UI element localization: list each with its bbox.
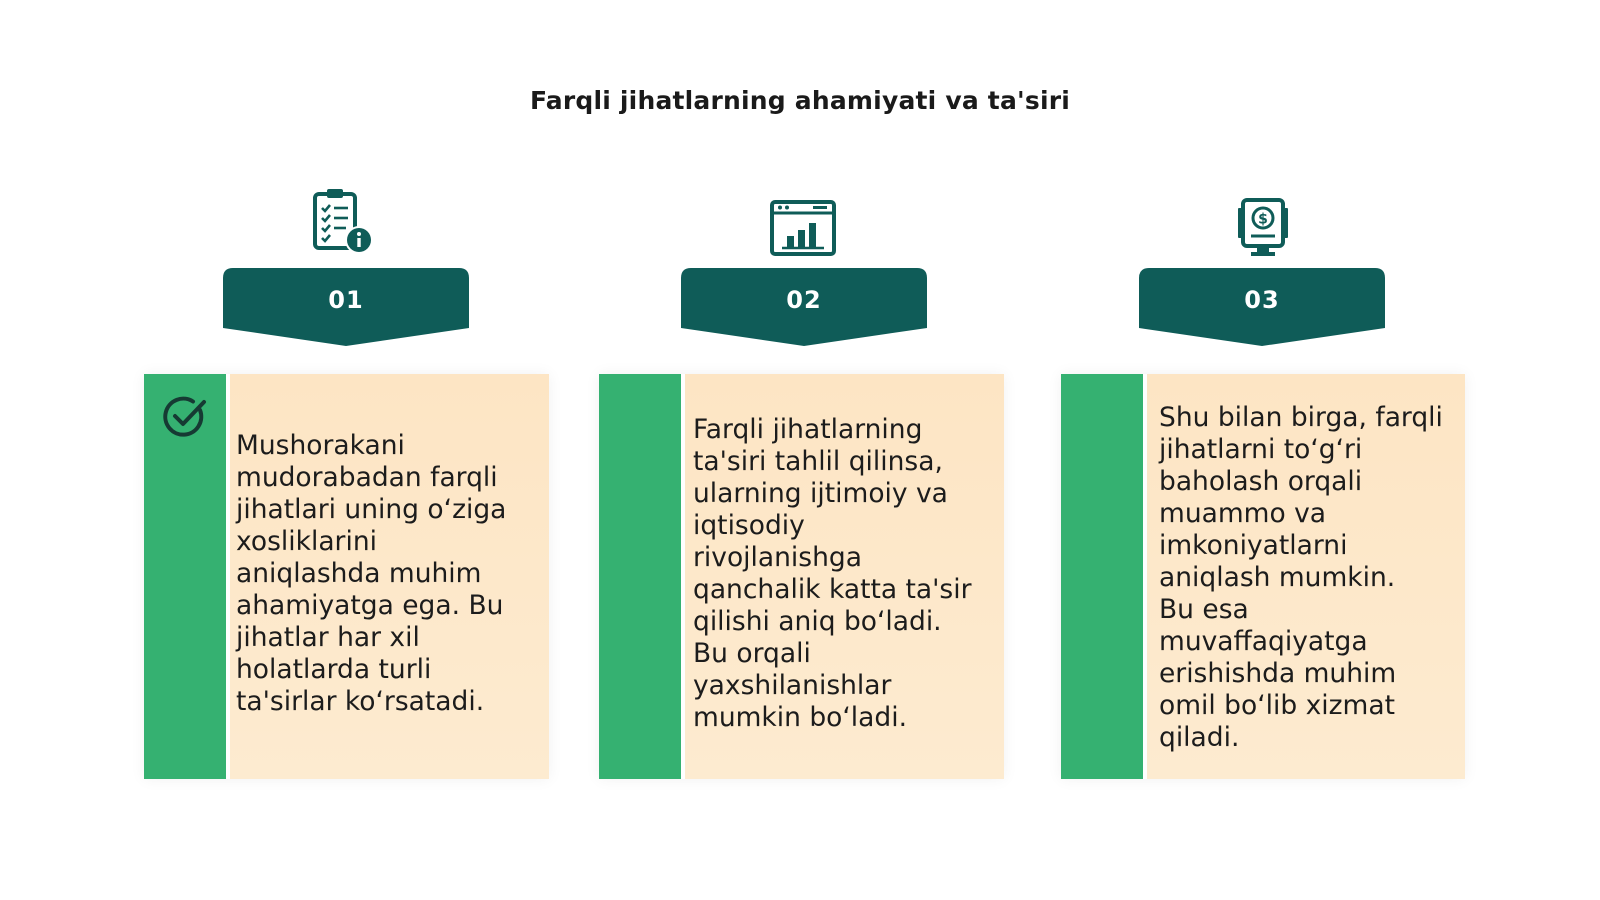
step-badge-02 (681, 268, 927, 346)
clipboard-checklist-info-icon (309, 186, 381, 258)
bar-chart-window-icon (767, 196, 839, 268)
card-body (230, 374, 549, 779)
step-card-01 (144, 374, 549, 779)
page-title: Farqli jihatlarning ahamiyati va ta'siri (529, 86, 1071, 115)
step-number: 01 (328, 286, 364, 314)
card-text: Farqli jihatlarning ta'siri tahlil qilinsa, ularning ijtimoiy va iqtisodiy rivojlanishga qanchalik katta ta'sir qilishi aniq bo‘ladi. Bu orqali yaxshilanishlar mumkin bo‘ladi. (693, 414, 972, 733)
step-badge-03 (1139, 268, 1385, 346)
card-accent-strip (599, 374, 681, 779)
step-card-02 (599, 374, 1004, 779)
svg-text:$: $ (1258, 211, 1268, 228)
card-accent-strip (1061, 374, 1143, 779)
step-number: 03 (1244, 286, 1280, 314)
step-number: 02 (786, 286, 822, 314)
card-body (685, 374, 1004, 779)
card-text: Mushorakani mudorabadan farqli jihatlari uning o‘ziga xosliklarini aniqlashda muhim ahamiyatga ega. Bu jihatlar har xil holatlarda turli ta'sirlar ko‘rsatadi. (236, 430, 507, 717)
step-badge-01 (223, 268, 469, 346)
dollar-monitor-icon (1227, 194, 1299, 266)
check-circle-icon (162, 394, 208, 440)
step-card-03 (1061, 374, 1465, 779)
card-text: Shu bilan birga, farqli jihatlarni to‘g‘ri baholash orqali muammo va imkoniyatlarni aniqlash mumkin. Bu esa muvaffaqiyatga erishishda muhim omil bo‘lib xizmat qiladi. (1159, 402, 1443, 753)
card-accent-strip (144, 374, 226, 779)
card-body (1147, 374, 1465, 779)
